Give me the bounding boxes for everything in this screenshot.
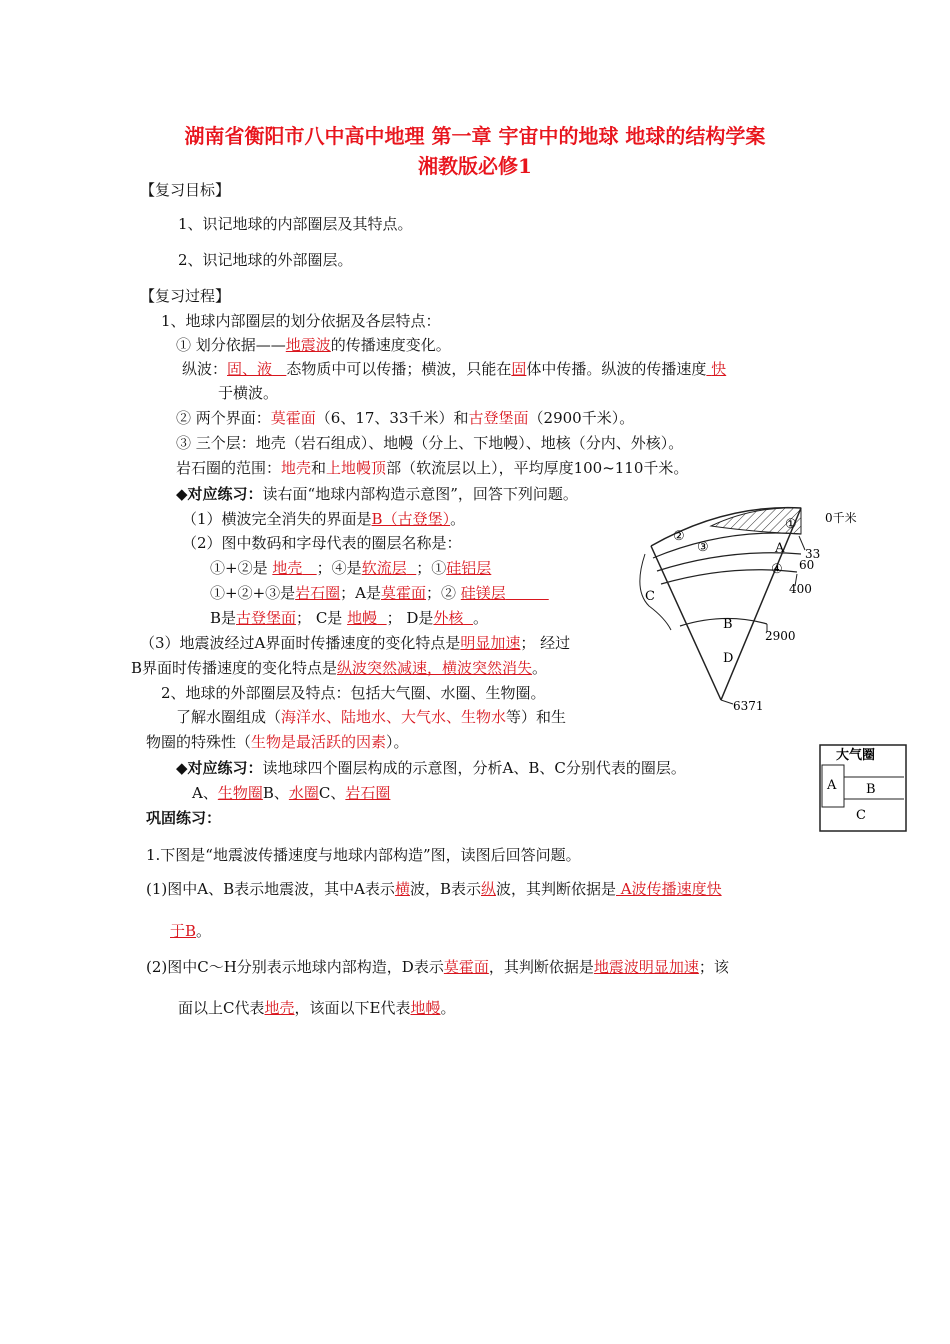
label-D: D [723,651,734,666]
exercise-2-answers: A、生物圈B、水圈C、岩石圈 [192,784,391,802]
goal-item-2: 2、识记地球的外部圈层。 [178,251,353,269]
answer: 明显加速 [460,634,521,652]
depth-400: 400 [789,582,812,596]
exercise-1-q2a: ①+②是 地壳 ；④是软流层 ；①硅铝层 [210,559,492,577]
answer: A波传播速度快 [616,880,722,898]
label-B: B [723,617,733,632]
answer: 固 [511,360,527,378]
answer: 莫霍面 [381,584,427,602]
answer: 纵波突然减速，横波突然消失 [337,659,533,677]
wedge-left-edge [651,546,721,700]
label-A: A [775,541,785,556]
basis-line: ① 划分依据——地震波的传播速度变化。 [176,336,451,354]
exercise-1-q1: （1）横波完全消失的界面是B（古登堡）。 [182,510,466,528]
label-n4: ④ [771,562,783,577]
layers-line: ③ 三个层：地壳（岩石组成）、地幔（分上、下地幔）、地核（分内、外核）。 [176,434,684,452]
exercise-1-q3: （3）地震波经过A界面时传播速度的变化特点是明显加速； 经过 [140,634,571,652]
consolidation-q1a: (1)图中A、B表示地震波，其中A表示横波，B表示纵波，其判断依据是 A波传播速度快 [146,880,722,898]
section-heading-consolidation: 巩固练习： [146,809,222,827]
answer: 硅镁层 [460,584,506,602]
label-atmosphere: 大气圈 [836,748,876,763]
consolidation-q1: 1.下图是“地震波传播速度与地球内部构造”图，读图后回答问题。 [146,846,581,864]
label-B: B [866,782,876,797]
goal-item-1: 1、识记地球的内部圈层及其特点。 [178,215,413,233]
answer: 地壳 [281,459,312,477]
label-A: A [827,778,837,793]
exercise-1-q2: （2）图中数码和字母代表的圈层名称是： [182,534,462,552]
depth-6371: 6371 [733,699,764,713]
exercise-1-q3-line2: B界面时传播速度的变化特点是纵波突然减速，横波突然消失。 [131,659,548,677]
exercise-1-q2b: ①+②+③是岩石圈；A是莫霍面；② 硅镁层 [210,584,506,602]
section-heading-goals: 【复习目标】 [140,181,231,199]
process-item-1: 1、地球内部圈层的划分依据及各层特点： [161,312,441,330]
label-C: C [856,808,866,823]
earth-interior-diagram [625,498,875,720]
wedge-right-edge [721,508,801,700]
consolidation-q1b: (2)图中C～H分别表示地球内部构造，D表示莫霍面，其判断依据是地震波明显加速；该 [146,958,729,976]
answer: 古登堡面 [236,609,297,627]
answer: 硅铝层 [446,559,492,577]
answer: 生物圈 [217,784,263,802]
hydrosphere-line: 了解水圈组成（海洋水、陆地水、大气水、生物水等）和生 [176,708,567,726]
page-title: 湖南省衡阳市八中高中地理 第一章 宇宙中的地球 地球的结构学案 [184,124,766,148]
depth-60: 60 [799,558,815,572]
answer: 纵 [480,880,496,898]
answer: 地壳 [272,559,303,577]
answer: 固、液 [227,360,273,378]
answer: 外核 [433,609,464,627]
label-n2: ② [673,529,685,544]
spheres-diagram [818,743,908,833]
answer: 于B [170,922,197,940]
answer: 莫霍面 [443,958,489,976]
answer: 海洋水、陆地水、大气水、生物水 [281,708,507,726]
label-C: C [645,589,655,604]
label-n3: ③ [697,540,709,555]
lithosphere-line: 岩石圈的范围：地壳和上地幔顶部（软流层以上），平均厚度100~110千米。 [176,459,689,477]
answer: 岩石圈 [345,784,391,802]
answer: 莫霍面 [270,409,316,427]
answer: 古登堡面 [468,409,529,427]
depth-2900: 2900 [765,629,796,643]
exercise-1-intro: ◆对应练习：读右面“地球内部构造示意图”，回答下列问题。 [176,485,578,503]
biosphere-line: 物圈的特殊性（生物是最活跃的因素）。 [146,733,409,751]
answer: 地震波 [285,336,331,354]
depth-0: 0千米 [825,511,857,525]
interface-line: ② 两个界面：莫霍面（6、17、33千米）和古登堡面（2900千米）。 [176,409,635,427]
answer: 上地幔顶 [326,459,387,477]
wave-line: 纵波：固、液 态物质中可以传播；横波，只能在固体中传播。纵波的传播速度 快 [182,360,727,378]
answer: 地震波明显加速 [593,958,699,976]
exercise-1-q2c: B是古登堡面； C是 地幔 ； D是外核 。 [210,609,488,627]
depth-33: 33 [805,547,821,561]
answer: 水圈 [288,784,319,802]
answer: 地幔 [410,999,441,1017]
answer: 软流层 [361,559,407,577]
answer: 地幔 [347,609,378,627]
answer: 岩石圈 [295,584,341,602]
answer: 地壳 [264,999,295,1017]
label-n1: ① [785,517,797,532]
process-item-2: 2、地球的外部圈层及特点：包括大气圈、水圈、生物圈。 [161,684,546,702]
consolidation-q1a-line2: 于B。 [170,922,212,940]
answer: B（古登堡） [371,510,451,528]
exercise-2-intro: ◆对应练习：读地球四个圈层构成的示意图，分析A、B、C分别代表的圈层。 [176,759,686,777]
consolidation-q1c: 面以上C代表地壳，该面以下E代表地幔。 [178,999,456,1017]
answer: 生物是最活跃的因素 [251,733,387,751]
answer: 快 [711,360,727,378]
section-heading-process: 【复习过程】 [140,287,231,305]
wave-line-2: 于横波。 [218,384,279,402]
answer: 横 [394,880,410,898]
page-subtitle: 湘教版必修1 [418,154,532,178]
